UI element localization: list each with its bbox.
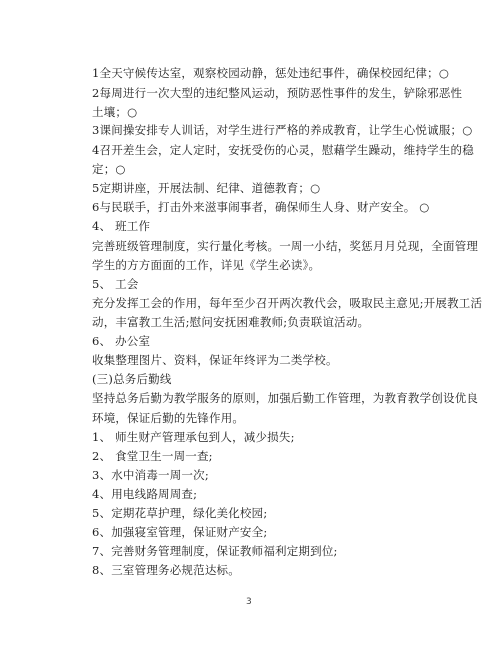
text-line: 环境，保证后勤的先锋作用。 [92,411,245,425]
text-line: 坚持总务后勤为教学服务的原则，加强后勤工作管理，为教育教学创设优良 [92,391,479,405]
text-line: 5定期讲座，开展法制、纪律、道德教育；○ [92,181,321,195]
list-item: 2、 食堂卫生一周一查; [92,449,213,463]
text-line: 3课间操安排专人训话，对学生进行严格的养成教育，让学生心悦诚服；○ [92,123,473,137]
list-item: 4、用电线路周周查; [92,487,198,501]
text-line: 动，丰富教工生活;慰问安抚困难教师;负责联谊活动。 [92,315,370,329]
list-item: 3、水中消毒一周一次; [92,468,209,482]
text-line: 土壤；○ [92,105,138,119]
section-heading: 6、 办公室 [92,334,151,348]
text-line: 学生的方方面面的工作，详见《学生必读》。 [92,258,321,272]
text-line: 定；○ [92,162,126,176]
section-heading: 4、 班工作 [92,219,151,233]
text-line: 收集整理图片、资料，保证年终评为二类学校。 [92,353,338,367]
list-item: 1、 师生财产管理承包到人，减少损失; [92,430,295,444]
text-line: 完善班级管理制度，实行量化考核。一周一小结，奖惩月月兑现，全面管理 [92,239,479,253]
text-line: 2每周进行一次大型的违纪整风运动，预防恶性事件的发生，铲除邪恶性 [92,86,463,100]
section-heading: (三)总务后勤线 [92,372,172,386]
list-item: 7、完善财务管理制度，保证教师福利定期到位; [92,544,338,558]
list-item: 8、三室管理务必规范达标。 [92,563,240,577]
section-heading: 5、 工会 [92,277,139,291]
list-item: 6、加强寝室管理，保证财产安全; [92,525,268,539]
text-line: 4召开差生会，定人定时，安抚受伤的心灵，慰藉学生躁动，维持学生的稳 [92,143,474,157]
text-line: 充分发挥工会的作用，每年至少召开两次教代会，吸取民主意见;开展教工活 [92,296,483,310]
list-item: 5、定期花草护理，绿化美化校园; [92,506,268,520]
text-line: 6与民联手，打击外来滋事闹事者，确保师生人身、财产安全。 ○ [92,200,430,214]
page-number: 3 [246,597,252,607]
text-line: 1全天守候传达室，观察校园动静，惩处违纪事件，确保校园纪律；○ [92,66,450,80]
